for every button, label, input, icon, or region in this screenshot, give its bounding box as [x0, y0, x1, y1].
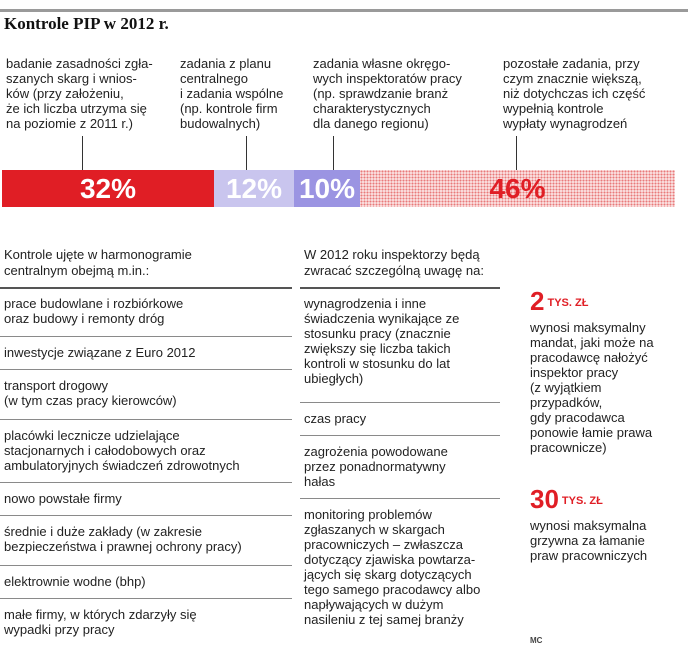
caption-complaints: [6, 56, 153, 131]
caption-central-plan: [180, 56, 283, 131]
fact-unit: TYS. ZŁ: [561, 495, 603, 508]
list-item: [304, 444, 448, 489]
divider: [0, 419, 292, 420]
item-line: nowo powstałe firmy: [4, 491, 122, 506]
list-item: [304, 296, 459, 386]
bar-label: 12%: [225, 172, 283, 204]
item-line: ubiegłych): [304, 371, 364, 386]
caption-line: wych inspektoratów pracy: [313, 71, 462, 86]
caption-line: (np. kontrole firm: [180, 101, 278, 116]
item-line: przez ponadnormatywny: [304, 459, 446, 474]
fact-line: grzywna za łamanie: [530, 533, 645, 548]
caption-other-tasks: [503, 56, 645, 131]
divider: [0, 482, 292, 483]
caption-line: zadania własne okręgo-: [313, 56, 451, 71]
divider: [300, 402, 500, 403]
item-line: tego samego pracodawcy albo: [304, 582, 481, 597]
item-line: placówki lecznicze udzielające: [4, 428, 180, 443]
fact-line: inspektor pracy: [530, 365, 619, 380]
fact-text-30k: [530, 518, 647, 563]
item-line: pracowniczych – zwłaszcza: [304, 537, 463, 552]
fact-line: praw pracowniczych: [530, 548, 648, 563]
caption-line: zadania z planu: [180, 56, 272, 71]
fact-line: pracownicze): [530, 440, 607, 455]
item-line: elektrownie wodne (bhp): [4, 574, 146, 589]
fact-line: (z wyjątkiem: [530, 380, 602, 395]
list-item: [4, 296, 183, 326]
bar-label: 46%: [489, 172, 546, 204]
caption-line: dla danego regionu): [313, 116, 429, 131]
left-column-heading: [4, 247, 192, 279]
fact-line: wynosi maksymalna: [530, 518, 647, 533]
fact-line: przypadków,: [530, 395, 603, 410]
caption-line: pozostałe zadania, przy: [503, 56, 640, 71]
bar-segment-complaints: [2, 170, 214, 207]
divider: [300, 287, 500, 289]
fact-line: wynosi maksymalny: [530, 320, 646, 335]
list-item: [4, 491, 122, 506]
list-item: [4, 428, 240, 473]
item-line: dotyczący zjawiska powtarza-: [304, 552, 476, 567]
item-line: inwestycje związane z Euro 2012: [4, 345, 196, 360]
list-item: [4, 345, 196, 360]
item-line: bezpieczeństwa i prawnej ochrony pracy): [4, 539, 242, 554]
caption-line: na poziomie z 2011 r.): [6, 116, 133, 131]
item-line: kontroli w stosunku do lat: [304, 356, 450, 371]
item-line: nasileniu z tej samej branży: [304, 612, 464, 627]
item-line: oraz budowy i remonty dróg: [4, 311, 165, 326]
divider: [0, 287, 292, 289]
item-line: stosunku pracy (znacznie: [304, 326, 451, 341]
item-line: małe firmy, w których zdarzyły się: [4, 607, 197, 622]
fact-number: 2: [530, 286, 545, 316]
bar-segment-other-tasks: [360, 170, 675, 207]
page-title: Kontrole PIP w 2012 r.: [4, 14, 169, 33]
caption-own-tasks: [313, 56, 462, 131]
item-line: świadczenia wynikające ze: [304, 311, 460, 326]
fact-amount-30k: [530, 486, 603, 514]
list-item: [4, 378, 177, 408]
item-line: ambulatoryjnych świadczeń zdrowotnych: [4, 458, 240, 473]
list-item: [4, 574, 146, 589]
item-line: (w tym czas pracy kierowców): [4, 393, 177, 408]
divider: [0, 565, 292, 566]
list-item: [4, 524, 242, 554]
item-line: transport drogowy: [4, 378, 109, 393]
bar-label: 32%: [79, 172, 137, 204]
item-line: prace budowlane i rozbiórkowe: [4, 296, 184, 311]
item-line: jących się skarg dotyczących: [304, 567, 472, 582]
divider: [300, 435, 500, 436]
caption-line: czym znacznie większą,: [503, 71, 642, 86]
heading-line: W 2012 roku inspektorzy będą: [304, 247, 480, 262]
caption-line: że ich liczba utrzyma się: [6, 101, 147, 116]
fact-line: pracodawcę nałożyć: [530, 350, 648, 365]
caption-line: niż dotychczas ich część: [503, 86, 646, 101]
caption-line: szanych skarg i wnios-: [6, 71, 137, 86]
fact-line: mandat, jaki może na: [530, 335, 654, 350]
caption-line: i zadania wspólne: [180, 86, 284, 101]
fact-text-2k: [530, 320, 654, 455]
item-line: czas pracy: [304, 411, 367, 426]
leader-tick: [246, 136, 247, 170]
leader-tick: [516, 136, 517, 170]
caption-line: badanie zasadności zgła-: [6, 56, 153, 71]
item-line: zwiększy się liczba takich: [304, 341, 451, 356]
bar-label: 10%: [298, 172, 356, 204]
list-item: [304, 411, 366, 426]
top-rule: [0, 9, 688, 12]
item-line: hałas: [304, 474, 336, 489]
item-line: napływających w dużym: [304, 597, 444, 612]
credit: MC: [530, 636, 543, 645]
item-line: zagrożenia powodowane: [304, 444, 448, 459]
caption-line: wypełnią kontrole: [503, 101, 604, 116]
heading-line: zwracać szczególną uwagę na:: [304, 263, 484, 278]
fact-number: 30: [530, 484, 559, 514]
bar-segment-own-tasks: [294, 170, 360, 207]
caption-line: wypłaty wynagrodzeń: [503, 116, 628, 131]
fact-unit: TYS. ZŁ: [547, 297, 589, 310]
caption-line: ków (przy założeniu,: [6, 86, 124, 101]
divider: [0, 369, 292, 370]
caption-line: charakterystycznych: [313, 101, 431, 116]
item-line: średnie i duże zakłady (w zakresie: [4, 524, 202, 539]
leader-tick: [82, 136, 83, 170]
item-line: monitoring problemów: [304, 507, 432, 522]
heading-line: centralnym obejmą m.in.:: [4, 263, 150, 278]
item-line: stacjonarnych i całodobowych oraz: [4, 443, 206, 458]
fact-line: ponowie łamie prawa: [530, 425, 653, 440]
divider: [0, 598, 292, 599]
caption-line: budowalnych): [180, 116, 261, 131]
leader-tick: [333, 136, 334, 170]
item-line: zgłaszanych w skargach: [304, 522, 445, 537]
item-line: wypadki przy pracy: [4, 622, 115, 637]
bar-segment-central-plan: [214, 170, 294, 207]
divider: [300, 498, 500, 499]
fact-line: gdy pracodawca: [530, 410, 625, 425]
heading-line: Kontrole ujęte w harmonogramie: [4, 247, 192, 262]
list-item: [304, 507, 480, 627]
divider: [0, 336, 292, 337]
list-item: [4, 607, 197, 637]
item-line: wynagrodzenia i inne: [304, 296, 427, 311]
caption-line: (np. sprawdzanie branż: [313, 86, 449, 101]
divider: [0, 515, 292, 516]
fact-amount-2k: [530, 288, 588, 316]
middle-column-heading: [304, 247, 484, 279]
caption-line: centralnego: [180, 71, 248, 86]
